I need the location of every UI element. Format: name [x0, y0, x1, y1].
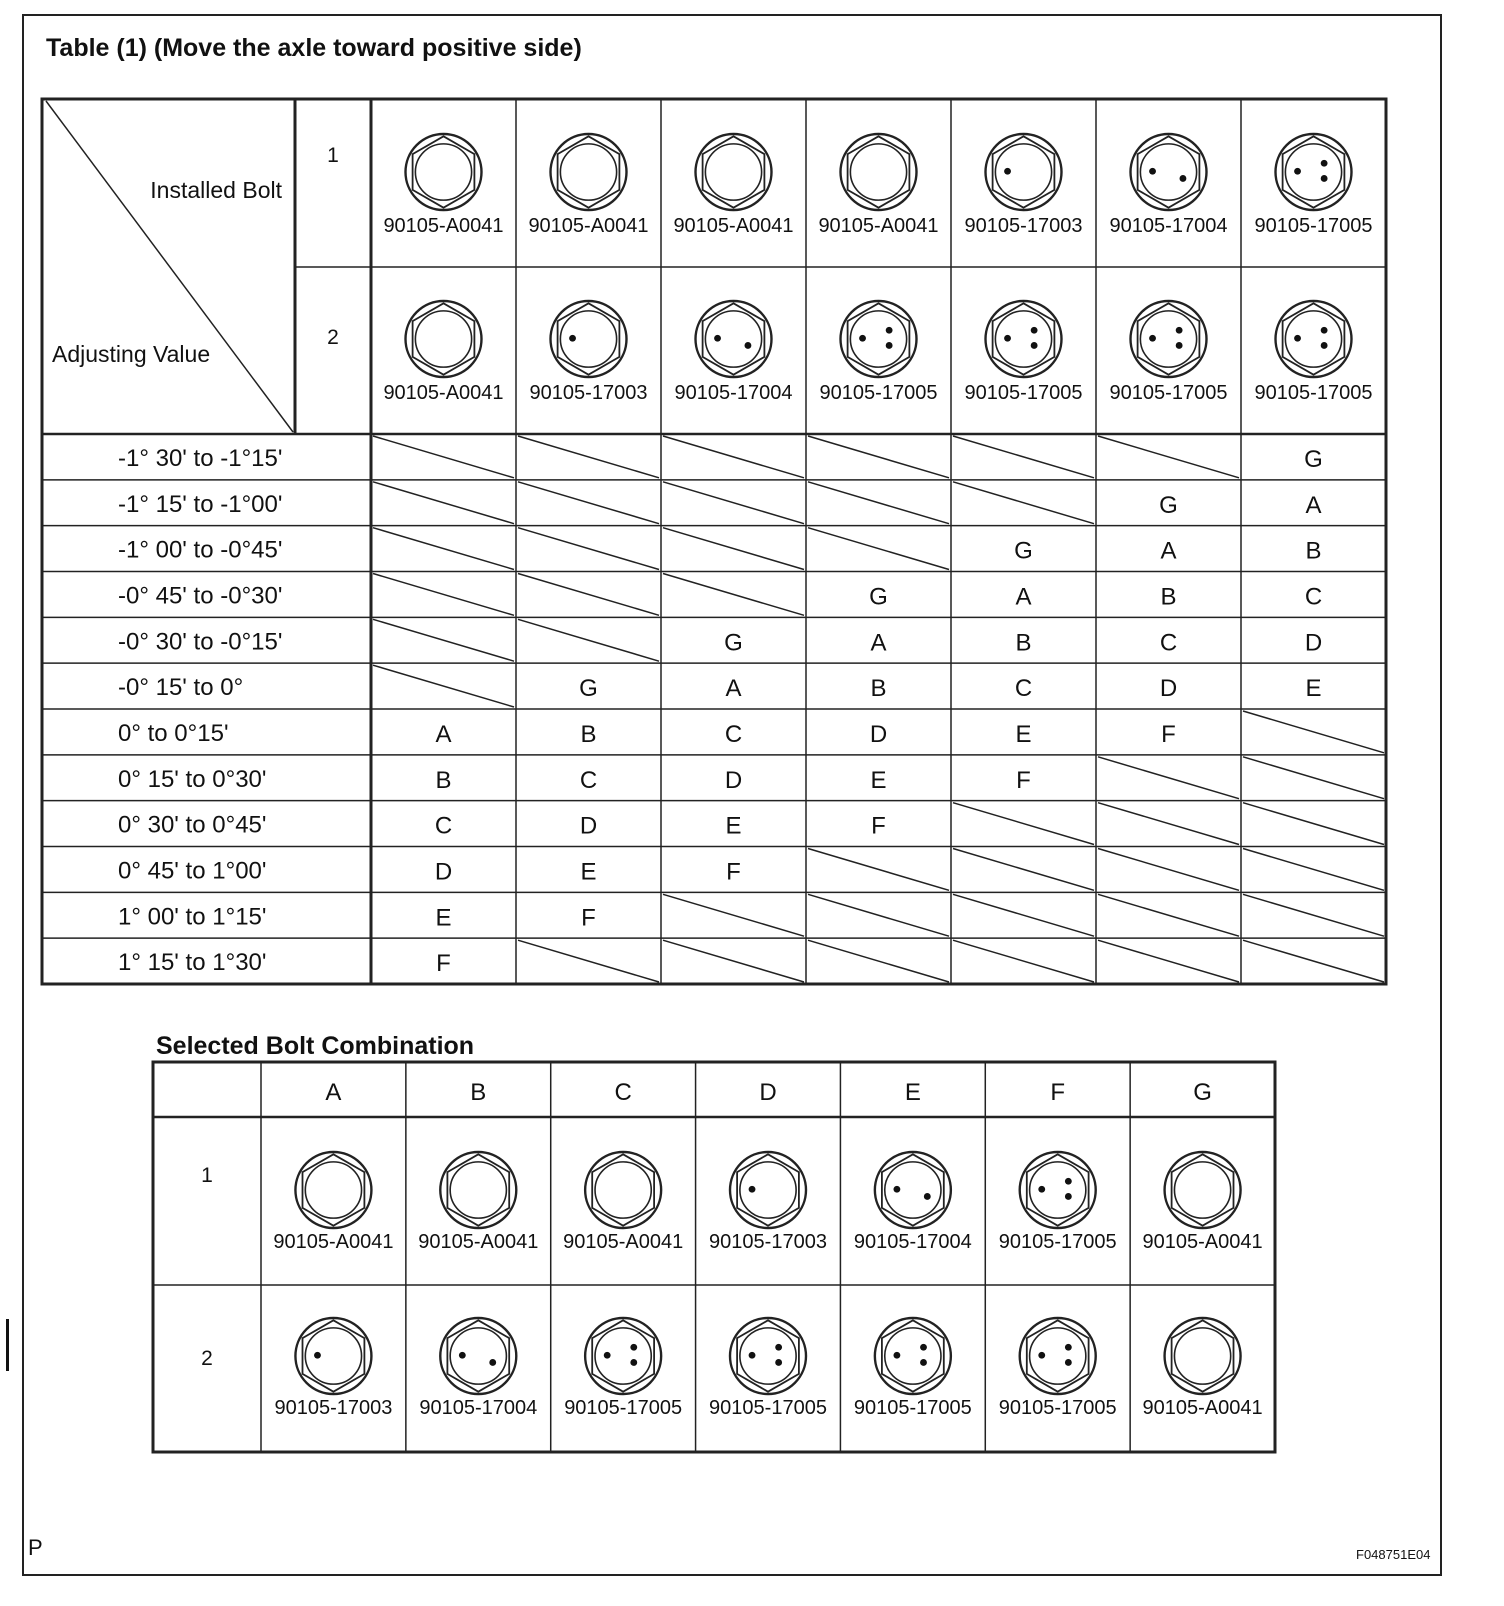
bolt-mark-dot — [604, 1352, 611, 1359]
bolt-part-number: 90105-17003 — [964, 215, 1083, 237]
bolt-hex-outline — [848, 303, 910, 374]
bolt-hex-outline — [1283, 303, 1345, 374]
bolt-part-number: 90105-17005 — [1254, 382, 1373, 404]
bolt-inner-circle — [1140, 144, 1196, 200]
bolt-inner-circle — [415, 311, 471, 367]
combination-letter-header: D — [759, 1079, 777, 1106]
bolt-part-number: 90105-17005 — [998, 1231, 1117, 1253]
bolt-flange-circle — [1165, 1152, 1241, 1228]
bolt-part-number: 90105-A0041 — [673, 215, 794, 237]
bolt-flange-circle — [1131, 134, 1207, 210]
bolt-inner-circle — [705, 144, 761, 200]
bolt-mark-dot — [1065, 1178, 1072, 1185]
empty-cell-diagonal — [808, 436, 949, 478]
empty-cell-diagonal — [518, 482, 659, 524]
bolt-part-number: 90105-A0041 — [1142, 1231, 1263, 1253]
combination-letter: G — [1159, 491, 1178, 519]
bolt-inner-circle — [305, 1162, 361, 1218]
bolt-flange-circle — [986, 301, 1062, 377]
bolt-mark-dot — [1149, 335, 1156, 342]
bolt-icon — [986, 301, 1062, 377]
bolt-hex-outline — [882, 1320, 944, 1391]
empty-cell-diagonal — [373, 436, 514, 478]
bolt-mark-dot — [1004, 335, 1011, 342]
bolt-mark-dot — [459, 1352, 466, 1359]
bolt-row-label: 1 — [201, 1164, 213, 1187]
bolt-mark-dot — [630, 1344, 637, 1351]
bolt-part-number: 90105-17003 — [529, 382, 648, 404]
bolt-part-number: 90105-A0041 — [383, 382, 504, 404]
bolt-inner-circle — [1030, 1162, 1086, 1218]
empty-cell-diagonal — [1243, 894, 1384, 936]
adjusting-range-label: -1° 30' to -1°15' — [118, 444, 283, 472]
adjusting-range-label: -1° 00' to -0°45' — [118, 536, 283, 564]
bolt-hex-outline — [592, 1320, 654, 1391]
bolt-mark-dot — [1294, 335, 1301, 342]
empty-cell-diagonal — [1098, 803, 1239, 845]
bolt-mark-dot — [920, 1344, 927, 1351]
bolt-hex-outline — [1138, 303, 1200, 374]
adjusting-range-label: 0° 30' to 0°45' — [118, 811, 267, 839]
bolt-mark-dot — [1321, 160, 1328, 167]
combination-letter: G — [579, 675, 598, 703]
bolt-mark-dot — [749, 1352, 756, 1359]
bolt-inner-circle — [850, 311, 906, 367]
combination-letter: D — [869, 720, 888, 748]
empty-cell-diagonal — [1098, 757, 1239, 799]
bolt-mark-dot — [924, 1193, 931, 1200]
combination-letter: B — [1305, 537, 1322, 565]
bolt-part-number: 90105-A0041 — [563, 1231, 684, 1253]
empty-cell-diagonal — [953, 894, 1094, 936]
bolt-part-number: 90105-A0041 — [818, 215, 939, 237]
bolt-icon — [986, 134, 1062, 210]
bolt-mark-dot — [920, 1359, 927, 1366]
combination-letter-header: E — [904, 1079, 921, 1106]
bolt-icon — [1276, 301, 1352, 377]
bolt-inner-circle — [415, 144, 471, 200]
empty-cell-diagonal — [518, 940, 659, 982]
adjusting-range-label: -0° 45' to -0°30' — [118, 582, 283, 610]
combination-letter-header: F — [1050, 1079, 1066, 1106]
empty-cell-diagonal — [373, 528, 514, 570]
combination-letter: C — [1304, 583, 1323, 611]
adjusting-range-label: 0° 15' to 0°30' — [118, 765, 267, 793]
empty-cell-diagonal — [1098, 436, 1239, 478]
combination-letter: C — [1159, 629, 1178, 657]
combination-letter: G — [1014, 537, 1033, 565]
section-title: Selected Bolt Combination — [156, 1032, 475, 1060]
bolt-inner-circle — [560, 144, 616, 200]
bolt-part-number: 90105-17005 — [564, 1397, 683, 1419]
bolt-hex-outline — [558, 136, 620, 207]
combination-letter: E — [1015, 720, 1032, 748]
combination-letter: E — [580, 858, 597, 886]
bolt-part-number: 90105-17005 — [1109, 382, 1228, 404]
bolt-inner-circle — [560, 311, 616, 367]
combination-letter-header: C — [614, 1079, 632, 1106]
empty-cell-diagonal — [663, 528, 804, 570]
bolt-mark-dot — [745, 342, 752, 349]
bolt-part-number: 90105-17003 — [709, 1231, 827, 1253]
bolt-inner-circle — [995, 311, 1051, 367]
combination-letter: E — [1305, 675, 1322, 703]
bolt-flange-circle — [1165, 1318, 1241, 1394]
empty-cell-diagonal — [953, 940, 1094, 982]
installed-bolt-label: Installed Bolt — [150, 177, 282, 203]
bolt-flange-circle — [406, 134, 482, 210]
bolt-hex-outline — [413, 303, 475, 374]
bolt-icon — [1276, 134, 1352, 210]
bolt-part-number: 90105-17005 — [1254, 215, 1373, 237]
bolt-mark-dot — [630, 1359, 637, 1366]
bolt-icon — [406, 301, 482, 377]
bolt-mark-dot — [1176, 327, 1183, 334]
empty-cell-diagonal — [1098, 940, 1239, 982]
bolt-flange-circle — [1020, 1152, 1096, 1228]
bolt-row-label: 1 — [327, 144, 339, 167]
bolt-flange-circle — [875, 1152, 951, 1228]
bolt-flange-circle — [841, 301, 917, 377]
combination-letter: G — [869, 583, 888, 611]
bolt-hex-outline — [993, 303, 1055, 374]
bolt-inner-circle — [885, 1328, 941, 1384]
combination-letter: D — [579, 812, 598, 840]
bolt-inner-circle — [995, 144, 1051, 200]
bolt-icon — [295, 1318, 371, 1394]
figure-id: F048751E04 — [1356, 1547, 1431, 1562]
bolt-part-number: 90105-A0041 — [528, 215, 649, 237]
combination-letter-header: B — [470, 1079, 487, 1106]
bolt-inner-circle — [305, 1328, 361, 1384]
empty-cell-diagonal — [808, 528, 949, 570]
bolt-mark-dot — [1038, 1352, 1045, 1359]
empty-cell-diagonal — [953, 482, 1094, 524]
corner-letter: P — [28, 1535, 43, 1560]
bolt-mark-dot — [714, 335, 721, 342]
empty-cell-diagonal — [1098, 894, 1239, 936]
bolt-part-number: 90105-17004 — [1109, 215, 1228, 237]
bolt-inner-circle — [450, 1328, 506, 1384]
bolt-inner-circle — [1174, 1162, 1230, 1218]
bolt-inner-circle — [1030, 1328, 1086, 1384]
empty-cell-diagonal — [953, 436, 1094, 478]
bolt-part-number: 90105-17004 — [419, 1397, 538, 1419]
bolt-mark-dot — [1004, 168, 1011, 175]
bolt-icon — [1131, 134, 1207, 210]
bolt-inner-circle — [595, 1328, 651, 1384]
bolt-inner-circle — [450, 1162, 506, 1218]
adjusting-range-label: 0° 45' to 1°00' — [118, 857, 267, 885]
combination-letter: A — [1305, 491, 1322, 519]
bolt-icon — [875, 1318, 951, 1394]
bolt-mark-dot — [1065, 1344, 1072, 1351]
bolt-mark-dot — [569, 335, 576, 342]
bolt-part-number: 90105-A0041 — [273, 1231, 394, 1253]
combination-letter-header: A — [325, 1079, 342, 1106]
bolt-icon — [440, 1318, 516, 1394]
combination-letter: F — [1016, 766, 1031, 794]
bolt-hex-outline — [1138, 136, 1200, 207]
bolt-mark-dot — [1321, 175, 1328, 182]
bolt-inner-circle — [705, 311, 761, 367]
combination-letter: C — [1014, 675, 1033, 703]
bolt-hex-outline — [848, 136, 910, 207]
bolt-icon — [696, 134, 772, 210]
empty-cell-diagonal — [373, 574, 514, 616]
bolt-mark-dot — [859, 335, 866, 342]
empty-cell-diagonal — [808, 940, 949, 982]
bolt-flange-circle — [406, 301, 482, 377]
bolt-inner-circle — [1140, 311, 1196, 367]
empty-cell-diagonal — [1243, 940, 1384, 982]
bolt-hex-outline — [303, 1154, 365, 1225]
bolt-hex-outline — [737, 1154, 799, 1225]
combination-letter: B — [870, 675, 887, 703]
combination-letter: A — [1160, 537, 1177, 565]
empty-cell-diagonal — [808, 482, 949, 524]
bolt-inner-circle — [595, 1162, 651, 1218]
combination-letter: D — [1159, 675, 1178, 703]
combination-letter: F — [871, 812, 886, 840]
bolt-flange-circle — [841, 134, 917, 210]
bolt-inner-circle — [1285, 311, 1341, 367]
bolt-hex-outline — [592, 1154, 654, 1225]
combination-letter: F — [436, 950, 451, 978]
bolt-hex-outline — [1172, 1154, 1234, 1225]
empty-cell-diagonal — [663, 940, 804, 982]
combination-letter: F — [1161, 720, 1176, 748]
bolt-part-number: 90105-A0041 — [383, 215, 504, 237]
bolt-mark-dot — [489, 1359, 496, 1366]
bolt-hex-outline — [447, 1320, 509, 1391]
bolt-mark-dot — [1149, 168, 1156, 175]
bolt-icon — [406, 134, 482, 210]
bolt-part-number: 90105-17005 — [998, 1397, 1117, 1419]
bolt-mark-dot — [893, 1352, 900, 1359]
bolt-part-number: 90105-17004 — [674, 382, 793, 404]
table2-border — [153, 1062, 1275, 1452]
bolt-icon — [730, 1152, 806, 1228]
bolt-icon — [295, 1152, 371, 1228]
empty-cell-diagonal — [1243, 711, 1384, 753]
combination-letter: B — [1160, 583, 1177, 611]
bolt-flange-circle — [730, 1318, 806, 1394]
empty-cell-diagonal — [953, 803, 1094, 845]
bolt-part-number: 90105-17005 — [709, 1397, 827, 1419]
combination-letter: G — [1304, 445, 1323, 473]
bolt-hex-outline — [303, 1320, 365, 1391]
bolt-inner-circle — [740, 1328, 796, 1384]
bolt-mark-dot — [1180, 175, 1187, 182]
bolt-icon — [730, 1318, 806, 1394]
bolt-mark-dot — [749, 1186, 756, 1193]
combination-letter: D — [724, 766, 743, 794]
bolt-icon — [841, 301, 917, 377]
bolt-flange-circle — [696, 134, 772, 210]
empty-cell-diagonal — [373, 665, 514, 707]
bolt-flange-circle — [440, 1152, 516, 1228]
combination-letter: A — [435, 720, 452, 748]
combination-letter: D — [434, 858, 453, 886]
bolt-part-number: 90105-17003 — [274, 1397, 393, 1419]
empty-cell-diagonal — [518, 528, 659, 570]
empty-cell-diagonal — [1098, 849, 1239, 891]
empty-cell-diagonal — [1243, 849, 1384, 891]
bolt-mark-dot — [886, 327, 893, 334]
empty-cell-diagonal — [518, 574, 659, 616]
bolt-inner-circle — [740, 1162, 796, 1218]
bolt-icon — [1020, 1318, 1096, 1394]
bolt-flange-circle — [440, 1318, 516, 1394]
bolt-hex-outline — [993, 136, 1055, 207]
bolt-hex-outline — [1027, 1320, 1089, 1391]
adjusting-range-label: 0° to 0°15' — [118, 719, 229, 747]
bolt-flange-circle — [585, 1152, 661, 1228]
bolt-part-number: 90105-17005 — [853, 1397, 972, 1419]
bolt-mark-dot — [1038, 1186, 1045, 1193]
empty-cell-diagonal — [518, 436, 659, 478]
bolt-flange-circle — [295, 1318, 371, 1394]
combination-letter: B — [580, 720, 597, 748]
bolt-hex-outline — [1027, 1154, 1089, 1225]
adjusting-range-label: -0° 30' to -0°15' — [118, 628, 283, 656]
empty-cell-diagonal — [373, 619, 514, 661]
combination-letter: G — [724, 629, 743, 657]
empty-cell-diagonal — [1243, 803, 1384, 845]
empty-cell-diagonal — [663, 894, 804, 936]
empty-cell-diagonal — [518, 619, 659, 661]
bolt-icon — [696, 301, 772, 377]
combination-letter: E — [870, 766, 887, 794]
bolt-flange-circle — [875, 1318, 951, 1394]
combination-letter: D — [1304, 629, 1323, 657]
bolt-flange-circle — [551, 134, 627, 210]
adjusting-range-label: 1° 00' to 1°15' — [118, 903, 267, 931]
bolt-flange-circle — [1276, 301, 1352, 377]
bolt-icon — [875, 1152, 951, 1228]
bolt-icon — [585, 1318, 661, 1394]
bolt-part-number: 90105-17005 — [964, 382, 1083, 404]
bolt-flange-circle — [295, 1152, 371, 1228]
bolt-mark-dot — [1294, 168, 1301, 175]
bolt-flange-circle — [585, 1318, 661, 1394]
combination-letter: F — [581, 904, 596, 932]
bolt-hex-outline — [1172, 1320, 1234, 1391]
bolt-hex-outline — [558, 303, 620, 374]
bolt-mark-dot — [1065, 1359, 1072, 1366]
bolt-icon — [551, 301, 627, 377]
combination-letter: B — [435, 766, 452, 794]
bolt-row-label: 2 — [201, 1347, 213, 1370]
empty-cell-diagonal — [953, 849, 1094, 891]
bolt-mark-dot — [1031, 342, 1038, 349]
bolt-part-number: 90105-A0041 — [418, 1231, 539, 1253]
combination-letter: E — [725, 812, 742, 840]
bolt-flange-circle — [1276, 134, 1352, 210]
bolt-flange-circle — [696, 301, 772, 377]
combination-letter: C — [434, 812, 453, 840]
bolt-mark-dot — [886, 342, 893, 349]
bolt-part-number: 90105-17004 — [853, 1231, 972, 1253]
bolt-mark-dot — [1065, 1193, 1072, 1200]
combination-letter: A — [725, 675, 742, 703]
bolt-mark-dot — [314, 1352, 321, 1359]
combination-letter-header: G — [1193, 1079, 1212, 1106]
empty-cell-diagonal — [1243, 757, 1384, 799]
bolt-flange-circle — [551, 301, 627, 377]
bolt-inner-circle — [1285, 144, 1341, 200]
bolt-inner-circle — [850, 144, 906, 200]
empty-cell-diagonal — [373, 482, 514, 524]
bolt-mark-dot — [775, 1344, 782, 1351]
bolt-inner-circle — [1174, 1328, 1230, 1384]
bolt-hex-outline — [703, 303, 765, 374]
combination-letter: A — [1015, 583, 1032, 611]
bolt-mark-dot — [775, 1359, 782, 1366]
adjusting-range-label: 1° 15' to 1°30' — [118, 949, 267, 977]
bolt-icon — [440, 1152, 516, 1228]
bolt-row-label: 2 — [327, 326, 339, 349]
bolt-inner-circle — [885, 1162, 941, 1218]
bolt-hex-outline — [447, 1154, 509, 1225]
empty-cell-diagonal — [663, 574, 804, 616]
adjusting-range-label: -0° 15' to 0° — [118, 674, 244, 702]
combination-letter: F — [726, 858, 741, 886]
bolt-icon — [1165, 1318, 1241, 1394]
bolt-part-number: 90105-17005 — [819, 382, 938, 404]
bolt-hex-outline — [882, 1154, 944, 1225]
combination-letter: A — [870, 629, 887, 657]
bolt-icon — [1131, 301, 1207, 377]
bolt-mark-dot — [1321, 342, 1328, 349]
adjusting-value-label: Adjusting Value — [52, 341, 211, 367]
bolt-icon — [551, 134, 627, 210]
bolt-part-number: 90105-A0041 — [1142, 1397, 1263, 1419]
empty-cell-diagonal — [808, 849, 949, 891]
empty-cell-diagonal — [663, 436, 804, 478]
bolt-icon — [1020, 1152, 1096, 1228]
page-title: Table (1) (Move the axle toward positive side) — [46, 34, 582, 62]
bolt-icon — [841, 134, 917, 210]
empty-cell-diagonal — [808, 894, 949, 936]
bolt-mark-dot — [1321, 327, 1328, 334]
bolt-mark-dot — [1031, 327, 1038, 334]
bolt-hex-outline — [737, 1320, 799, 1391]
combination-letter: C — [724, 720, 743, 748]
bolt-flange-circle — [1020, 1318, 1096, 1394]
bolt-flange-circle — [1131, 301, 1207, 377]
bolt-hex-outline — [413, 136, 475, 207]
bolt-flange-circle — [986, 134, 1062, 210]
bolt-icon — [1165, 1152, 1241, 1228]
combination-letter: E — [435, 904, 452, 932]
combination-letter: C — [579, 766, 598, 794]
bolt-hex-outline — [1283, 136, 1345, 207]
combination-letter: B — [1015, 629, 1032, 657]
header-diagonal — [46, 101, 293, 432]
adjusting-range-label: -1° 15' to -1°00' — [118, 490, 283, 518]
bolt-icon — [585, 1152, 661, 1228]
bolt-mark-dot — [1176, 342, 1183, 349]
empty-cell-diagonal — [663, 482, 804, 524]
bolt-flange-circle — [730, 1152, 806, 1228]
bolt-mark-dot — [893, 1186, 900, 1193]
bolt-hex-outline — [703, 136, 765, 207]
